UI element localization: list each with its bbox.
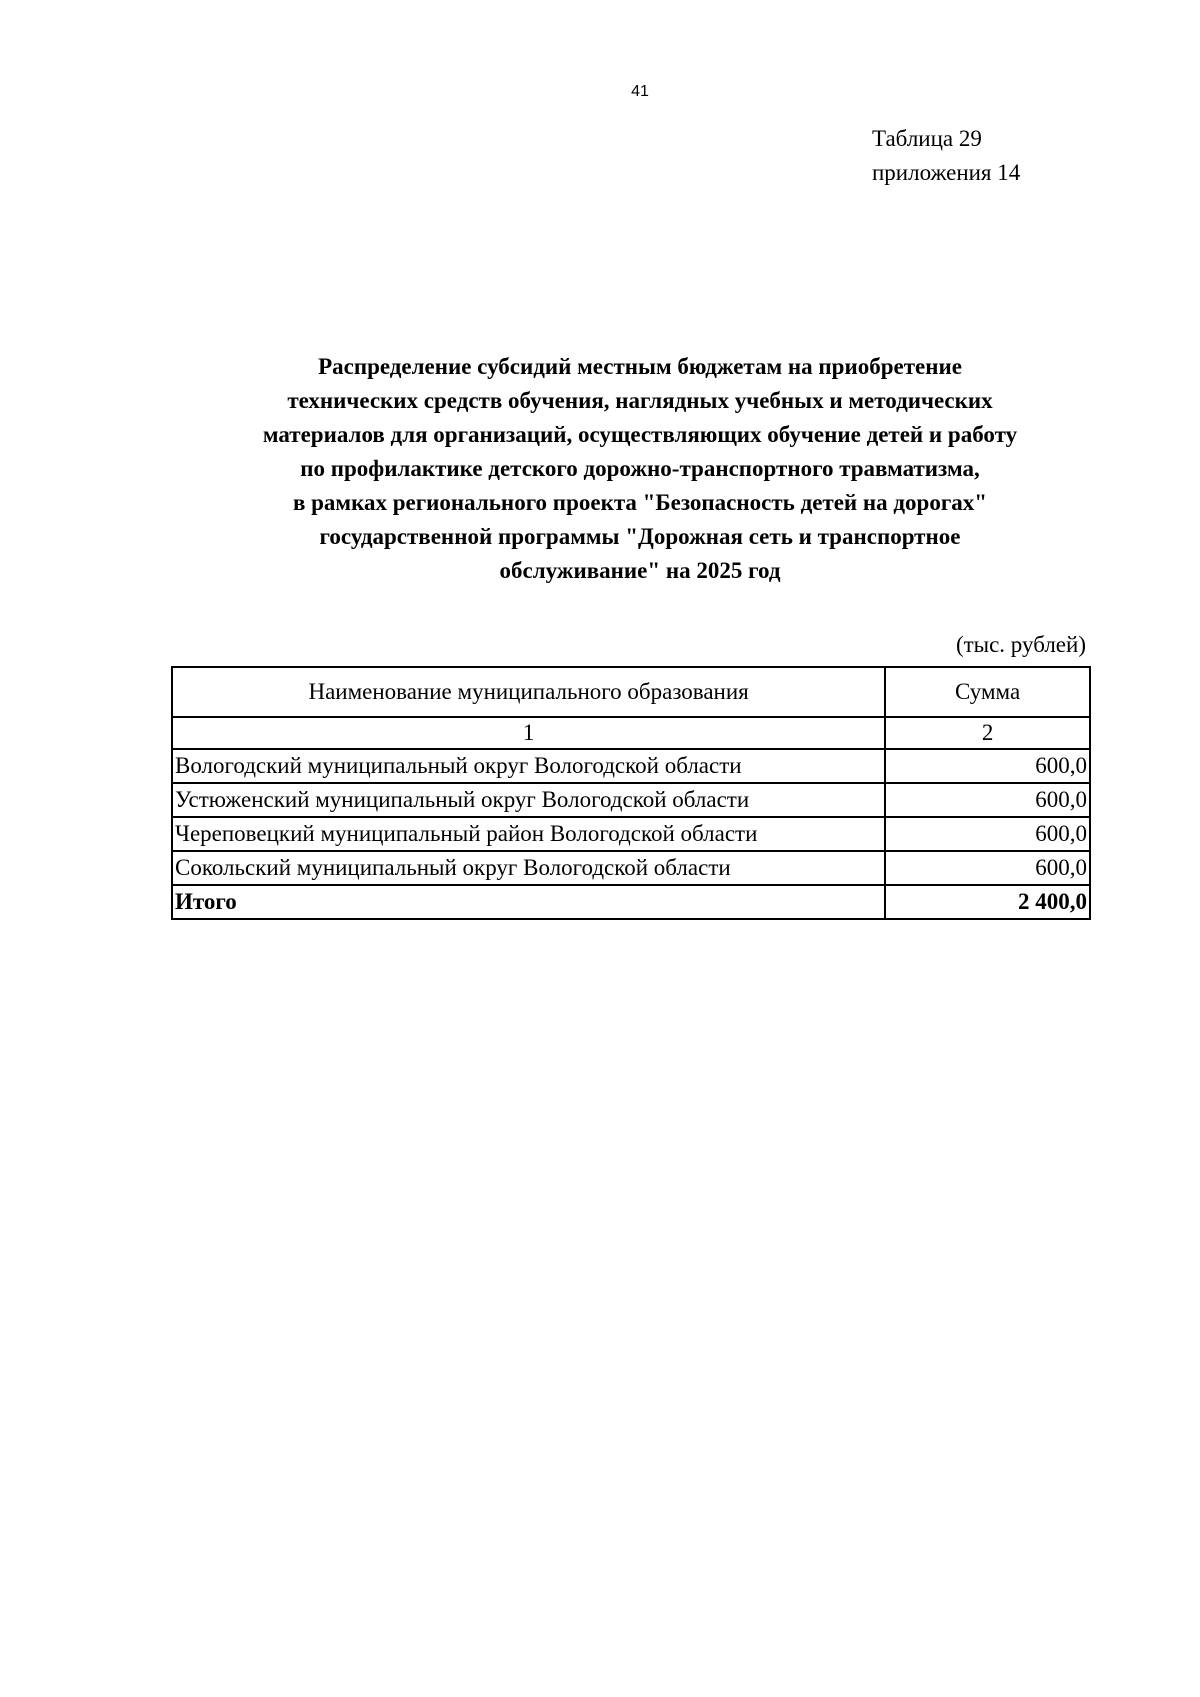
table-row	[172, 817, 1090, 851]
total-row	[172, 885, 1090, 919]
municipality-name: Сокольский муниципальный округ Вологодской области	[172, 851, 885, 885]
title-line: государственной программы "Дорожная сеть и транспортное	[319, 524, 961, 549]
header-amount: Сумма	[885, 667, 1090, 717]
table-row	[172, 851, 1090, 885]
municipality-name: Вологодский муниципальный округ Вологодской области	[172, 749, 885, 783]
amount-cell: 600,0	[885, 817, 1090, 851]
appendix-number: приложения 14	[872, 160, 1021, 185]
appendix-reference	[872, 122, 1020, 190]
title-line: технических средств обучения, наглядных учебных и методических	[287, 388, 993, 413]
title-line: по профилактике детского дорожно-транспортного травматизма,	[300, 456, 980, 481]
total-amount: 2 400,0	[885, 885, 1090, 919]
table-number: Таблица 29	[872, 126, 982, 151]
subsidy-table	[171, 666, 1091, 920]
column-number-row	[172, 717, 1090, 749]
municipality-name: Устюженский муниципальный округ Вологодской области	[172, 783, 885, 817]
column-number: 2	[885, 717, 1090, 749]
table-row	[172, 783, 1090, 817]
document-title	[150, 350, 1130, 588]
title-line: материалов для организаций, осуществляющих обучение детей и работу	[262, 422, 1018, 447]
units-label: (тыс. рублей)	[955, 632, 1086, 657]
table-header-row	[172, 667, 1090, 717]
header-name: Наименование муниципального образования	[172, 667, 885, 717]
page-number: 41	[631, 83, 649, 100]
title-line: в рамках регионального проекта "Безопасность детей на дорогах"	[292, 490, 988, 515]
table-row	[172, 749, 1090, 783]
total-label: Итого	[172, 885, 885, 919]
title-line: обслуживание" на 2025 год	[499, 558, 781, 583]
municipality-name: Череповецкий муниципальный район Вологодской области	[172, 817, 885, 851]
amount-cell: 600,0	[885, 749, 1090, 783]
title-line: Распределение субсидий местным бюджетам на приобретение	[318, 354, 962, 379]
amount-cell: 600,0	[885, 783, 1090, 817]
column-number: 1	[172, 717, 885, 749]
amount-cell: 600,0	[885, 851, 1090, 885]
